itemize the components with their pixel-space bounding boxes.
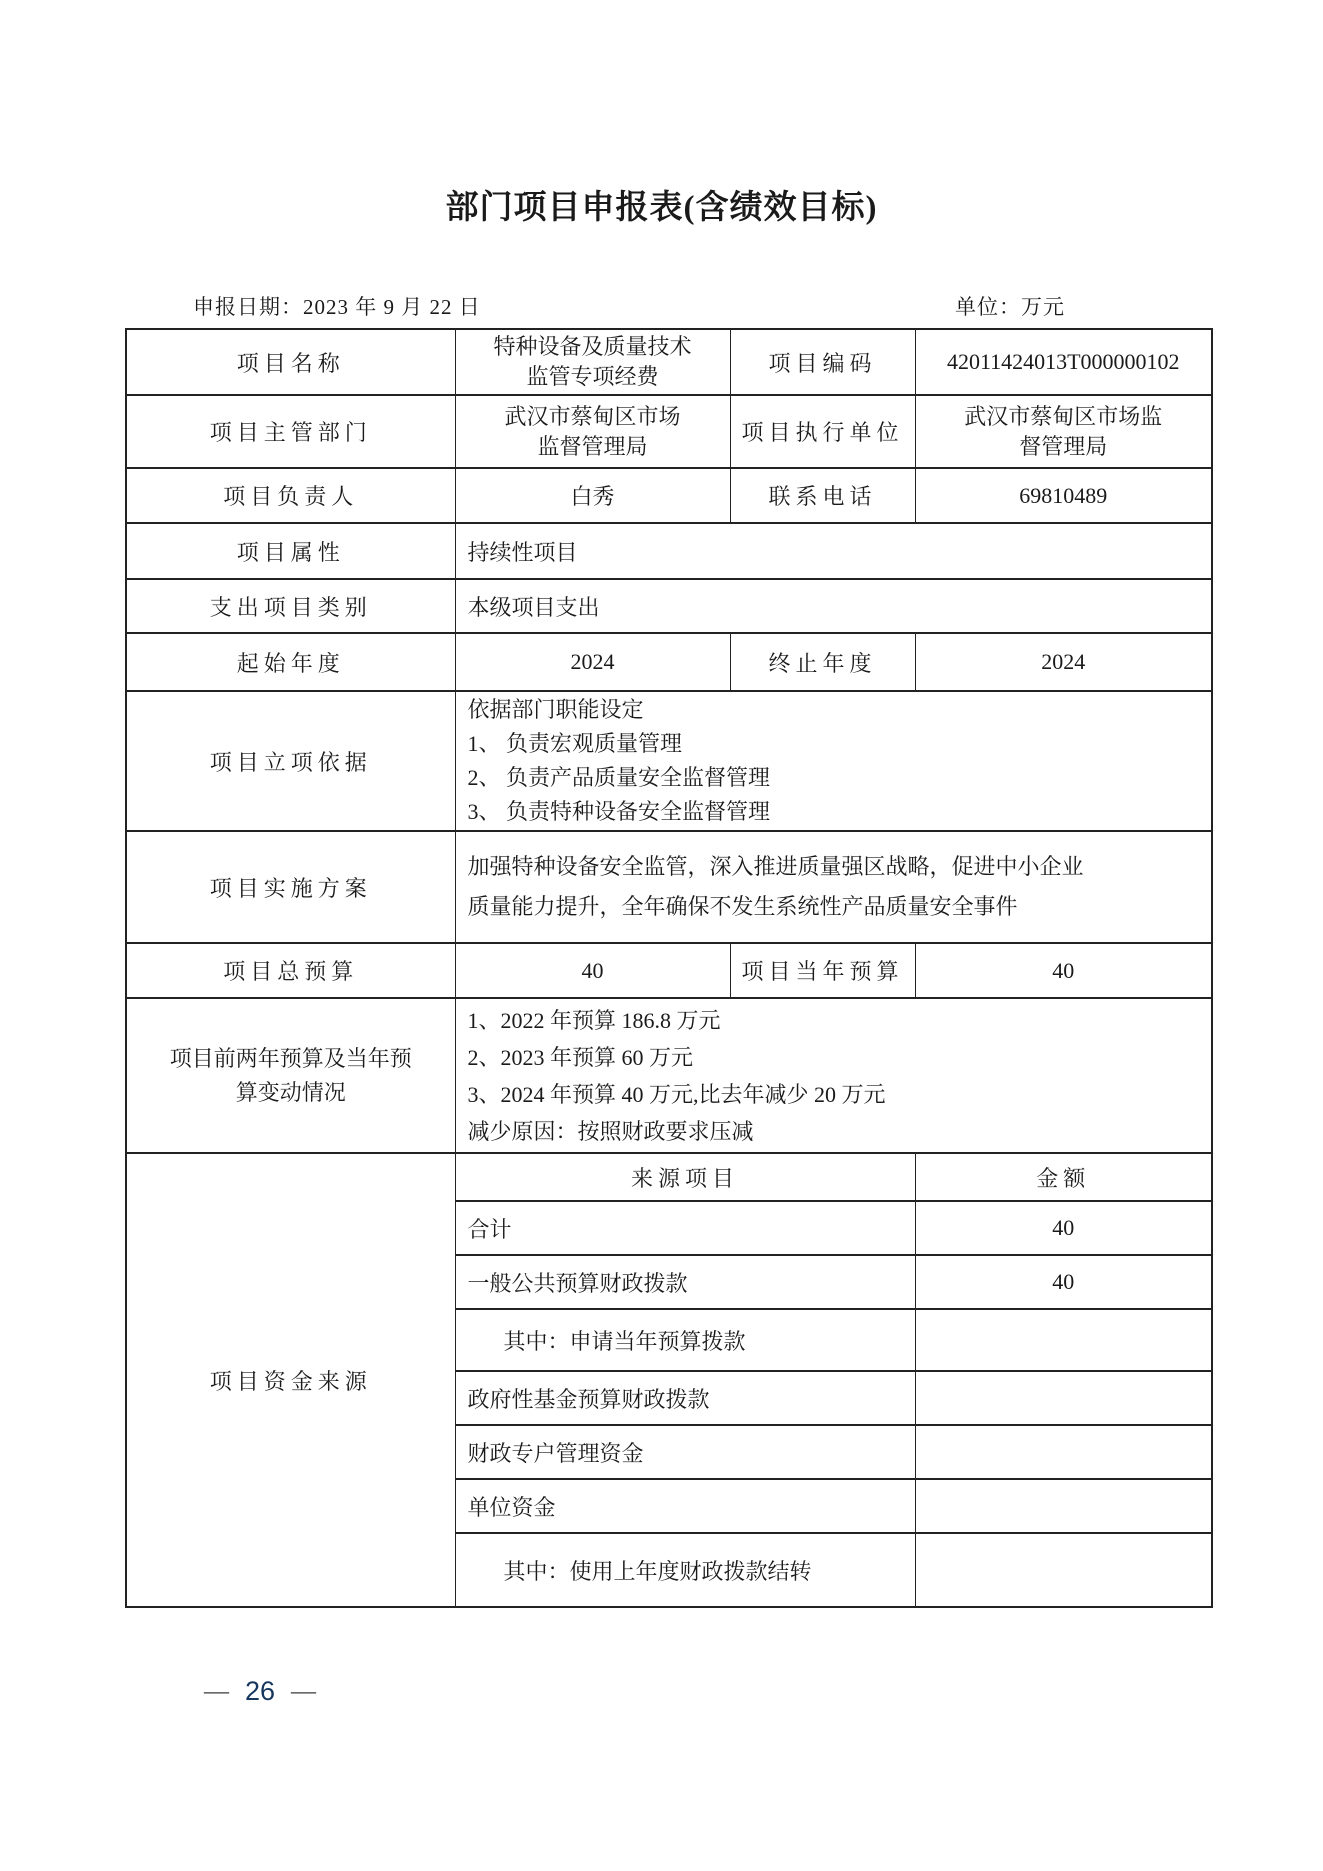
end-year-value: 2024 (915, 633, 1212, 691)
leader-value: 白秀 (455, 468, 730, 523)
expense-category-label: 支出项目类别 (126, 579, 455, 633)
funding-row-amount (915, 1309, 1212, 1371)
funding-row-label: 一般公共预算财政拨款 (455, 1255, 915, 1309)
funding-amount-header: 金额 (915, 1153, 1212, 1201)
row-funding-header (126, 1153, 1212, 1201)
page-title: 部门项目申报表(含绩效目标) (445, 190, 878, 226)
funding-row-label: 政府性基金预算财政拨款 (455, 1371, 915, 1425)
funding-label: 项目资金来源 (126, 1153, 455, 1607)
row-attribute (126, 523, 1212, 579)
funding-row-amount: 40 (915, 1201, 1212, 1255)
history-label: 项目前两年预算及当年预 算变动情况 (126, 998, 455, 1153)
project-name-value: 特种设备及质量技术 监管专项经费 (455, 329, 730, 395)
funding-row-amount: 40 (915, 1255, 1212, 1309)
funding-row-amount (915, 1533, 1212, 1607)
history-value: 1、2022 年预算 186.8 万元 2、2023 年预算 60 万元 3、2024 年预算 40 万元,比去年减少 20 万元 减少原因：按照财政要求压减 (455, 998, 1212, 1153)
funding-row-label: 合计 (455, 1201, 915, 1255)
start-year-label: 起始年度 (126, 633, 455, 691)
dept-label: 项目主管部门 (126, 395, 455, 468)
unit-label: 单位：万元 (955, 295, 1065, 319)
funding-row-amount (915, 1425, 1212, 1479)
total-budget-value: 40 (455, 943, 730, 998)
funding-row-label: 财政专户管理资金 (455, 1425, 915, 1479)
dept-value: 武汉市蔡甸区市场 监督管理局 (455, 395, 730, 468)
row-expense-category (126, 579, 1212, 633)
attribute-label: 项目属性 (126, 523, 455, 579)
current-budget-label: 项目当年预算 (730, 943, 915, 998)
basis-value: 依据部门职能设定 1、 负责宏观质量管理 2、 负责产品质量安全监督管理 3、 负责特种设备安全监督管理 (455, 691, 1212, 831)
leader-label: 项目负责人 (126, 468, 455, 523)
funding-source-header: 来源项目 (455, 1153, 915, 1201)
funding-row-label: 其中：使用上年度财政拨款结转 (455, 1533, 915, 1607)
exec-unit-value: 武汉市蔡甸区市场监 督管理局 (915, 395, 1212, 468)
page-number (204, 1676, 316, 1707)
project-code-label: 项目编码 (730, 329, 915, 395)
row-departments (126, 395, 1212, 468)
declare-date: 申报日期：2023 年 9 月 22 日 (193, 295, 481, 319)
funding-row-amount (915, 1479, 1212, 1533)
page-number-dash-right: — (291, 1677, 317, 1705)
funding-row-amount (915, 1371, 1212, 1425)
current-budget-value: 40 (915, 943, 1212, 998)
total-budget-label: 项目总预算 (126, 943, 455, 998)
meta-line (125, 291, 1211, 321)
phone-value: 69810489 (915, 468, 1212, 523)
row-basis (126, 691, 1212, 831)
project-code-value: 42011424013T000000102 (915, 329, 1212, 395)
end-year-label: 终止年度 (730, 633, 915, 691)
basis-label: 项目立项依据 (126, 691, 455, 831)
funding-row-label: 其中：申请当年预算拨款 (455, 1309, 915, 1371)
attribute-value: 持续性项目 (455, 523, 1212, 579)
page-number-dash-left: — (204, 1677, 229, 1705)
expense-category-value: 本级项目支出 (455, 579, 1212, 633)
plan-value: 加强特种设备安全监管，深入推进质量强区战略，促进中小企业 质量能力提升，全年确保不发生系统性产品质量安全事件 (455, 831, 1212, 943)
row-plan (126, 831, 1212, 943)
page-number-value: 26 (245, 1676, 276, 1706)
funding-row-label: 单位资金 (455, 1479, 915, 1533)
start-year-value: 2024 (455, 633, 730, 691)
row-project-name (126, 329, 1212, 395)
row-years (126, 633, 1212, 691)
row-history (126, 998, 1212, 1153)
exec-unit-label: 项目执行单位 (730, 395, 915, 468)
project-name-label: 项目名称 (126, 329, 455, 395)
row-budget (126, 943, 1212, 998)
row-leader-phone (126, 468, 1212, 523)
application-form-table (125, 328, 1213, 1608)
phone-label: 联系电话 (730, 468, 915, 523)
plan-label: 项目实施方案 (126, 831, 455, 943)
